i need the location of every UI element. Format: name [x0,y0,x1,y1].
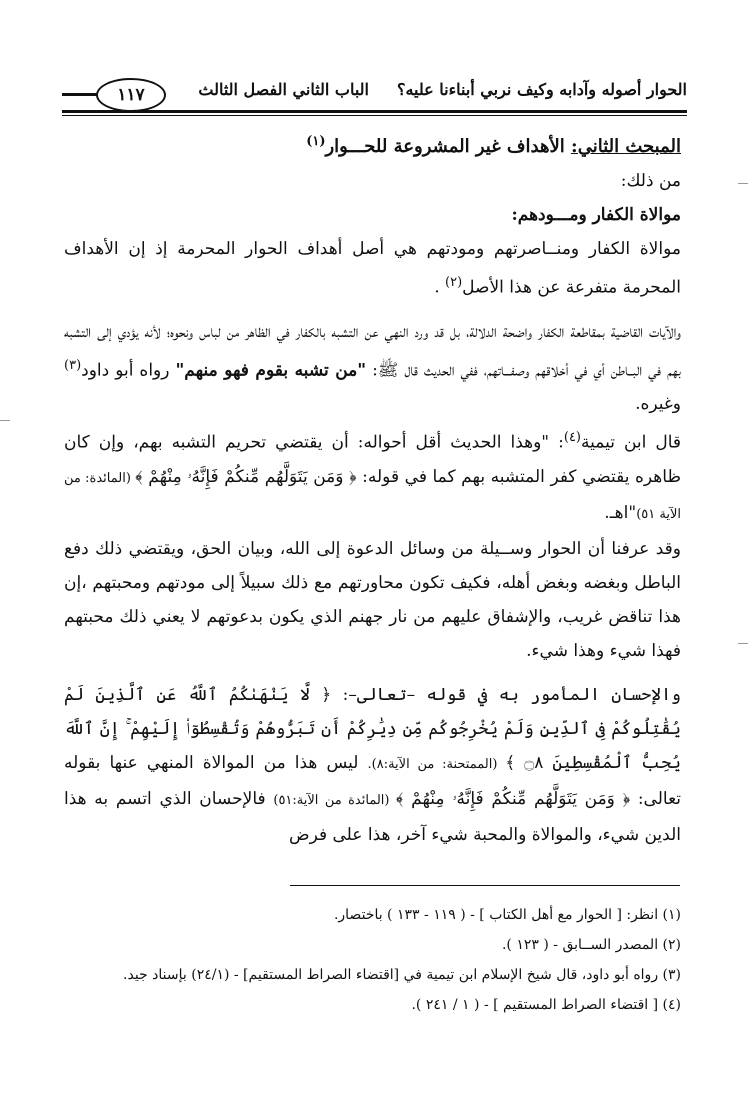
footnote-separator [290,885,680,886]
hadith-quote: "من تشبه بقوم فهو منهم" [175,360,367,381]
footnotes [64,900,681,1020]
paragraph-text: ليس هذا من الموالاة المنهي عنها بقوله تعالى: [64,752,682,809]
header-rule-thin [62,115,687,116]
paragraph-text: قال ابن تيمية [581,432,682,453]
page-number: ١١٧ [96,78,166,112]
footnote: (٣) رواه أبو داود، قال شيخ الإسلام ابن تيمية في [اقتضاء الصراط المستقيم] - (٢٤/١) بإسناد جيد. [123,967,681,983]
paragraph-text: "اهـ. [604,502,637,523]
paragraph [64,315,681,422]
paragraph: وقد عرفنا أن الحوار وســيلة من وسائل الدعوة إلى الله، وبيان الحق، ويقتضي ذلك دفع الباطل وبغضه وبغض أهله، فكيف تكون محاورتهم مع ذلك سبيلاً إلى مودتهم ومحبتهم ،إن هذا تناقض غريب، والإشفاق عليهم من نار جهنم الذي يكون بدعوتهم لا يعني ذلك محبتهم فهذا شيء وهذا شيء. [64,538,681,661]
paragraph-text: وغيره. [635,394,681,415]
paragraph [64,232,681,305]
subheading: موالاة الكفار ومـــودهم: [511,205,681,225]
footnote-ref: (٢) [445,275,463,290]
margin-mark [738,183,748,184]
topic-heading [64,125,681,164]
paragraph-text: : "وهذا الحديث أقل أحواله: أن يقتضي تحريم التشبه بهم، وإن كان ظاهره يقتضي كفر المتشبه بهم كما في قوله: [64,432,681,487]
intro-line: من ذلك: [620,171,681,191]
book-title: الحوار أصوله وآدابه وكيف نربي أبناءنا عليه؟ [396,80,687,99]
header-rule [62,110,687,113]
main-text [64,125,681,852]
margin-mark [738,643,748,644]
paragraph-text: موالاة الكفار ومنــاصرتهم ومودتهم هي أصل أهداف الحوار المحرمة إذ إن الأهداف المحرمة متفرعة عن هذا الأصل [64,239,681,298]
quran-verse: ﴿ وَمَن يَتَوَلَّهُم مِّنكُمْ فَإِنَّهُۥ مِنْهُمْ ﴾ [135,466,357,487]
footnote-ref: (١) [306,134,326,149]
paragraph-text: فالإحسان الذي اتسم به هذا الدين شيء، والموالاة والمحبة شيء آخر، هذا على فرض [64,788,681,845]
footnote: (٤) [ اقتضاء الصراط المستقيم ] - ( ١ / ٢٤١ ). [411,997,681,1013]
footnote: (٢) المصدر الســابق - ( ١٢٣ ). [501,937,681,953]
paragraph-text: والإحسان المأمور به في قوله –تعالى–: [331,684,681,705]
margin-mark [0,420,10,421]
quran-verse: ﴿ لَّا يَنْهَىٰكُمُ ٱللَّهُ عَنِ ٱلَّذِينَ لَمْ يُقَٰتِلُوكُمْ فِى ٱلدِّينِ وَلَمْ يُخْرِجُوكُم مِّن دِيَٰرِكُمْ أَن تَبَرُّوهُمْ وَتُقْسِطُوٓا۟ إِلَيْهِمْ ۚ إِنَّ ٱللَّهَ يُحِبُّ ٱلْمُقْسِطِينَ ۝٨ ﴾ [64,684,681,773]
chapter-section: الباب الثاني الفصل الثالث [198,80,369,99]
paragraph-text: رواه أبو داود [81,360,176,381]
topic-prefix: المبحث الثاني: [571,136,681,157]
paragraph [64,421,681,532]
quran-verse: ﴿ وَمَن يَتَوَلَّهُم مِّنكُمْ فَإِنَّهُۥ مِنْهُمْ ﴾ [395,788,631,809]
verse-reference: (المائدة من الآية:٥١) [273,792,396,808]
footnote-ref: (٤) [563,430,581,446]
verse-reference: (الممتحنة: من الآية:٨). [367,756,506,772]
paragraph [64,678,681,852]
verse-reference: (المائدة: من الآية ٥١) [64,470,681,522]
footnote: (١) انظر: [ الحوار مع أهل الكتاب ] - ( ١١٩ - ١٣٣ ) باختصار. [333,907,681,923]
topic-title: الأهداف غير المشروعة للحـــوار [325,136,572,157]
paragraph-text: . [434,277,446,298]
running-header [62,78,687,112]
paragraph-text: والآيات القاضية بمقاطعة الكفار واضحة الدلالة، بل قد ورد النهي عن التشبه بالكفار في الظاهر من لباس ونحوه؛ لأنه يؤدي إلى التشبه بهم في البــاطن أي في أخلاقهم وصفـــاتهم، ففي الحديث قال ﷺ: [64,321,681,381]
header-rule-stub [62,93,98,96]
footnote-ref: (٣) [64,357,82,373]
